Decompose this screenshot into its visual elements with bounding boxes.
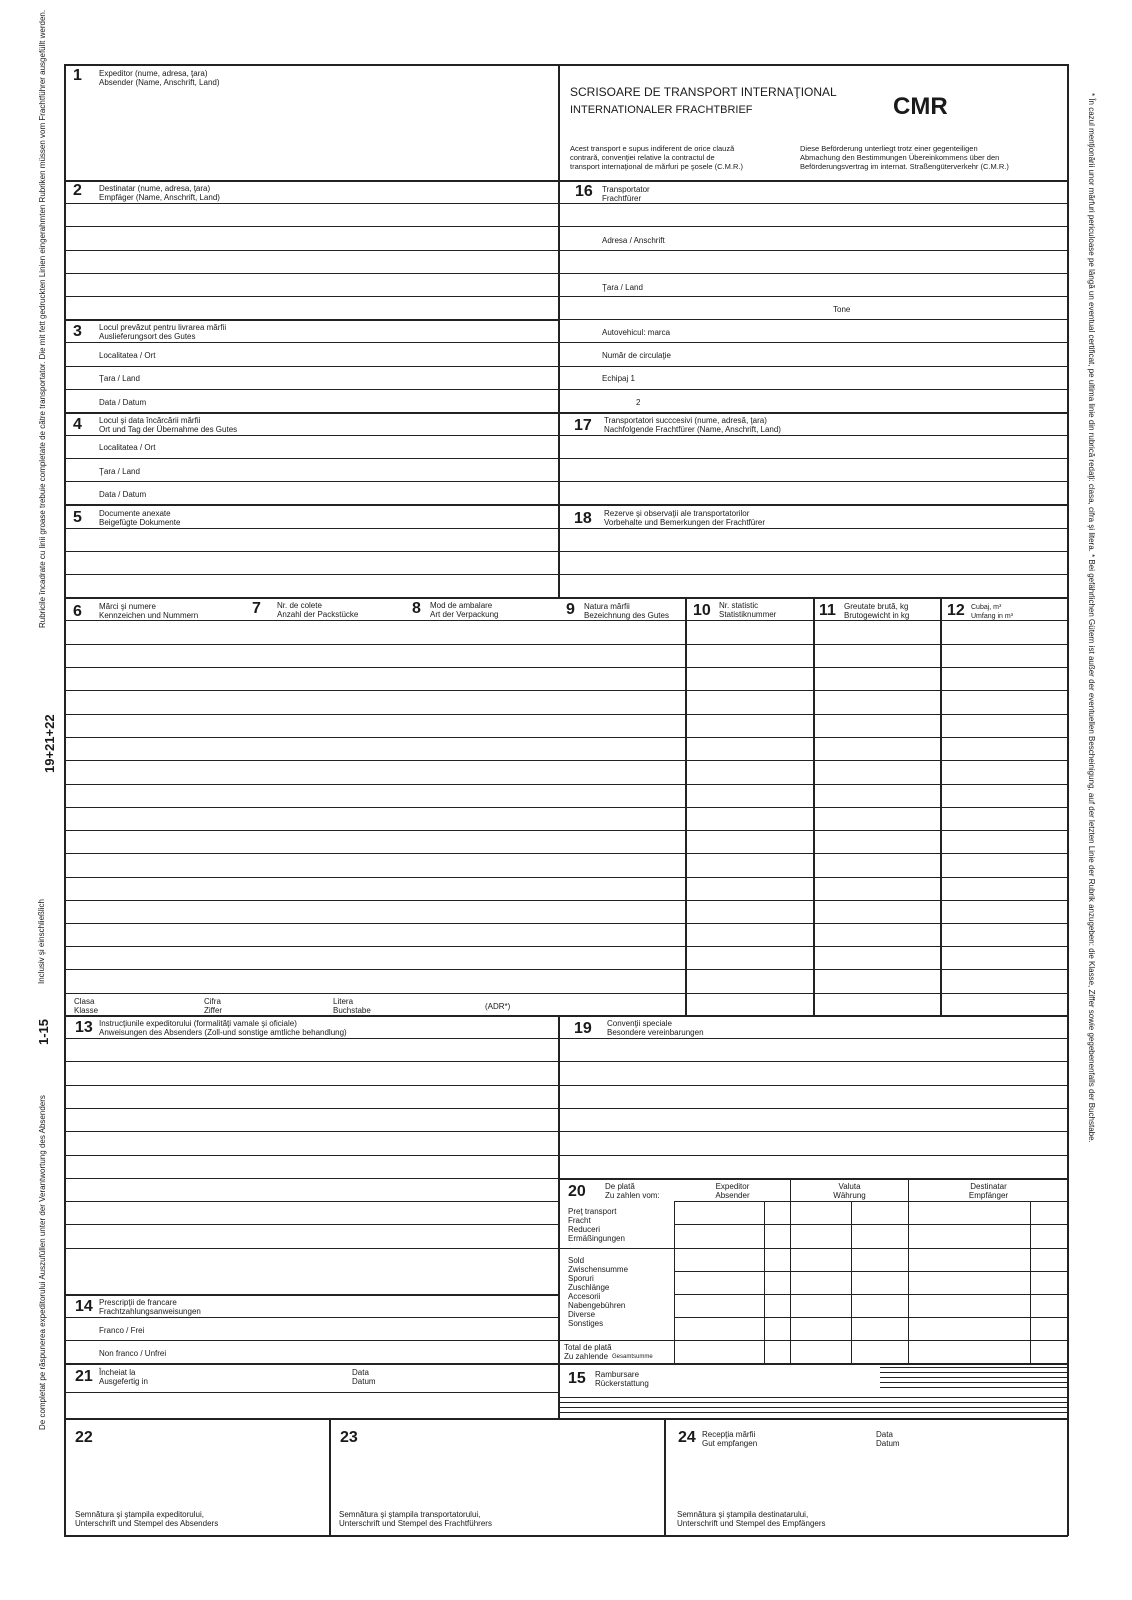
line-r xyxy=(558,528,1068,529)
b15-hatch xyxy=(880,1382,1068,1383)
goods-row-line xyxy=(64,807,1068,808)
box-15-label: Rambursare Rückerstattung xyxy=(595,1370,649,1388)
box-24-signature-label: Semnătura şi ştampila destinatarului, Unterschrift und Stempel des Empfängers xyxy=(677,1510,826,1528)
line-l xyxy=(64,296,560,297)
line-l xyxy=(64,574,560,575)
goods-row-line xyxy=(64,690,1068,691)
line-13 xyxy=(64,1248,560,1249)
sep-2-3 xyxy=(64,319,560,321)
line-l xyxy=(64,226,560,227)
box-23-number: 23 xyxy=(340,1429,358,1446)
sig-col-24 xyxy=(664,1418,666,1536)
box-4-label: Locul şi data încărcării mărfii Ort und Tag der Übernahme des Gutes xyxy=(99,416,238,434)
b20-label-col xyxy=(674,1201,675,1363)
box-3-number: 3 xyxy=(73,323,82,340)
line-r xyxy=(558,319,1068,320)
line-l xyxy=(64,458,560,459)
sep-header-16 xyxy=(558,180,1068,182)
goods-row-line xyxy=(64,830,1068,831)
goods-adr-label: (ADR*) xyxy=(485,1002,511,1011)
box-23-signature-label: Semnătura şi ştampila transportatorului, Unterschrift und Stempel des Frachtführers xyxy=(339,1510,492,1528)
margin-left-sender-note: De completat pe răspunerea expeditorului Auszufüllen unter der Verantwortung des Absenders xyxy=(38,1095,47,1430)
b20-header-bottom xyxy=(674,1201,1068,1202)
line-r xyxy=(558,574,1068,575)
box-10-label: Nr. statistic Statistiknummer xyxy=(719,601,777,619)
b15-hatch xyxy=(558,1397,1068,1398)
b15-hatch xyxy=(880,1367,1068,1368)
box-14-label: Prescripţii de francare Frachtzahlungsanweisungen xyxy=(99,1298,201,1316)
line-13 xyxy=(64,1155,1068,1156)
box-3-locality-label: Localitatea / Ort xyxy=(99,351,156,360)
box-20-total-small: Gesamtsumme xyxy=(612,1354,653,1360)
box-22-signature-label: Semnătura şi ştampila expeditorului, Unterschrift und Stempel des Absenders xyxy=(75,1510,219,1528)
b15-hatch xyxy=(558,1407,1068,1408)
line-l xyxy=(64,435,560,436)
box-16-tone-label: Tone xyxy=(833,305,851,314)
box-3-country-label: Ţara / Land xyxy=(99,374,140,383)
box-21-label: Încheiat la Ausgefertig in xyxy=(99,1368,148,1386)
box-17-number: 17 xyxy=(574,417,592,434)
box-16-address-label: Adresa / Anschrift xyxy=(602,236,665,245)
line-r xyxy=(558,273,1068,274)
goods-row-line xyxy=(64,760,1068,761)
box-5-number: 5 xyxy=(73,509,82,526)
line-l xyxy=(64,481,560,482)
line-r xyxy=(558,342,1068,343)
box-2-label: Destinatar (nume, adresa, ţara) Empfäger (Name, Anschrift, Land) xyxy=(99,184,220,202)
box-4-locality-label: Localitatea / Ort xyxy=(99,443,156,452)
box-12-label: Cubaj, m³ Umfang in m³ xyxy=(971,604,1014,620)
box-8-label: Mod de ambalare Art der Verpackung xyxy=(430,601,499,619)
box-9-label: Natura mărfii Bezeichnung des Gutes xyxy=(584,602,669,620)
b20-row xyxy=(674,1294,1068,1295)
box-6-number: 6 xyxy=(73,603,82,620)
line-13 xyxy=(64,1224,560,1225)
box-16-crew-1-label: Echipaj 1 xyxy=(602,374,635,383)
box-9-number: 9 xyxy=(566,601,575,618)
goods-row-line xyxy=(64,644,1068,645)
box-16-vehicle-label: Autovehicul: marca xyxy=(602,328,671,337)
line-13 xyxy=(64,1085,1068,1086)
goods-row-line xyxy=(64,667,1068,668)
b20-row xyxy=(558,1248,1068,1249)
box-14-franco-label: Franco / Frei xyxy=(99,1326,145,1335)
goods-col-12 xyxy=(940,597,942,1015)
line-l xyxy=(64,342,560,343)
b20-col-currency xyxy=(908,1178,909,1363)
b20-row xyxy=(674,1317,1068,1318)
box-19-label: Convenţii speciale Besondere vereinbarungen xyxy=(607,1019,704,1037)
box-14-non-franco-label: Non franco / Unfrei xyxy=(99,1349,167,1358)
line-13 xyxy=(64,1108,1068,1109)
line-r xyxy=(558,296,1068,297)
goods-row-line xyxy=(64,900,1068,901)
goods-col-10 xyxy=(685,597,687,1015)
line-r xyxy=(558,435,1068,436)
goods-row-line xyxy=(64,923,1068,924)
line-l xyxy=(64,250,560,251)
b15-hatch xyxy=(880,1387,1068,1388)
box-4-number: 4 xyxy=(73,416,82,433)
b20-row xyxy=(674,1224,1068,1225)
box-19-number: 19 xyxy=(574,1020,592,1037)
line-r xyxy=(558,366,1068,367)
goods-row-line xyxy=(64,946,1068,947)
box-3-date-label: Data / Datum xyxy=(99,398,147,407)
margin-left-range-b: 1-15 xyxy=(36,1018,51,1045)
sep-3-4 xyxy=(64,412,560,414)
box-20-total-label: Total de plată xyxy=(564,1343,612,1352)
box-10-number: 10 xyxy=(693,602,711,619)
box-18-number: 18 xyxy=(574,510,592,527)
header-title-de: INTERNATIONALER FRACHTBRIEF xyxy=(570,104,753,116)
box-24-number: 24 xyxy=(678,1429,696,1446)
box-22-number: 22 xyxy=(75,1429,93,1446)
box-20-label: De plată Zu zahlen vom: xyxy=(605,1182,660,1200)
box-15-number: 15 xyxy=(568,1370,586,1387)
margin-left-range-a: 19+21+22 xyxy=(42,714,57,773)
box-16-label: Transportator Frachtfürer xyxy=(602,185,650,203)
box-16-number: 16 xyxy=(575,183,593,200)
goods-col-11 xyxy=(813,597,815,1015)
sep-goods-top xyxy=(64,597,1068,599)
box-3-label: Locul prevăzut pentru livrarea mărfii Auslieferungsort des Gutes xyxy=(99,323,227,341)
box-2-number: 2 xyxy=(73,182,82,199)
sep-goods-bottom xyxy=(64,1015,1068,1017)
b15-hatch xyxy=(558,1402,1068,1403)
box-18-label: Rezerve şi observaţii ale transportatorilor Vorbehalte und Bemerkungen der Frachtfürer xyxy=(604,509,765,527)
goods-header-bottom xyxy=(64,620,1068,621)
goods-row-line xyxy=(64,784,1068,785)
margin-left-carrier-note: Rubricile încadrate cu linii groase trebuie completate de către transportator. Die mit fett gedruckten Linien eingerahmten Rubriken müssen vom Frachtführer ausgefüllt werden. xyxy=(38,9,47,628)
b20-col-sub1 xyxy=(764,1201,765,1363)
line-13 xyxy=(64,1061,1068,1062)
box-20-sender-col: Expeditor Absender xyxy=(715,1182,750,1200)
line-l xyxy=(64,389,560,390)
box-16-registration-label: Număr de circulaţie xyxy=(602,351,671,360)
goods-class-label: Clasa Klasse xyxy=(74,997,99,1015)
line-r xyxy=(558,458,1068,459)
sep-16-17 xyxy=(558,412,1068,414)
line-14 xyxy=(64,1317,560,1318)
header-notice-ro: Acest transport e supus indiferent de orice clauză contrară, convenţiei relative la contractul de transport internaţional de mărfuri pe şosele (C.M.R.) xyxy=(570,144,743,171)
box-1-number: 1 xyxy=(73,67,82,84)
box-17-label: Transportatori succcesivi (nume, adresă, ţara) Nachfolgende Frachtfürer (Name, Anschrift, Land) xyxy=(604,416,781,434)
cmr-badge: CMR xyxy=(893,93,948,120)
line-r xyxy=(558,551,1068,552)
line-14 xyxy=(64,1340,560,1341)
line-13 xyxy=(64,1038,1068,1039)
box-20-freight-rows: Preţ transport Fracht Reduceri Ermäßingungen xyxy=(568,1207,625,1243)
b15-hatch xyxy=(558,1412,1068,1413)
box-16-crew-2-label: 2 xyxy=(636,398,641,407)
line-21 xyxy=(64,1392,560,1393)
line-l xyxy=(64,203,560,204)
b15-hatch xyxy=(880,1372,1068,1373)
goods-row-line xyxy=(64,877,1068,878)
box-4-date-label: Data / Datum xyxy=(99,490,147,499)
line-l xyxy=(64,528,560,529)
line-r xyxy=(558,226,1068,227)
line-13 xyxy=(64,1178,560,1179)
form-border-left xyxy=(64,64,66,1536)
box-13-label: Instrucţiunile expeditorului (formalităţi vamale şi oficiale) Anweisungen des Absenders (Zoll-und sonstige amtliche behandlung) xyxy=(99,1019,347,1037)
box-21-number: 21 xyxy=(75,1368,93,1385)
divider-mid-lower xyxy=(558,1015,560,1420)
box-1-label: Expeditor (nume, adresa, ţara) Absender (Name, Anschrift, Land) xyxy=(99,69,220,87)
form-border-right xyxy=(1067,64,1069,1536)
box-24-date-label: Data Datum xyxy=(876,1430,900,1448)
box-6-label: Mărci şi numere Kennzeichen und Nummern xyxy=(99,602,199,620)
box-20-surcharge-rows: Sold Zwischensumme Sporuri Zuschlänge Accesorii Nabengebühren Diverse Sonstiges xyxy=(568,1256,629,1328)
margin-right-dangerous-goods-note: * În cazul menţionării unor mărfuri periculoase pe lângă un eventual certificat, pe ultima linie din rubrică redaţi: clasa, cifra şi litera. * Bei gefährlichen Gütern ist außer der eventuellen Bescheinigung, auf der letzten Linie der Rubrik anzugeben: die Klasse, Ziffer sowie gegebenenfalls der Buchstabe. xyxy=(1087,93,1096,1143)
box-24-label: Recepţia mărfii Gut empfangen xyxy=(702,1430,758,1448)
box-20-number: 20 xyxy=(568,1183,586,1200)
margin-left-inclusive: Inclusiv şi einschließlich xyxy=(37,899,46,984)
divider-mid-upper xyxy=(558,64,560,598)
b20-col-sender xyxy=(790,1178,791,1363)
b20-col-sub3 xyxy=(1030,1201,1031,1363)
header-title-ro: SCRISOARE DE TRANSPORT INTERNAŢIONAL xyxy=(570,85,837,99)
b20-row xyxy=(674,1271,1068,1272)
sep-signatures xyxy=(64,1418,1068,1420)
box-7-label: Nr. de colete Anzahl der Packstücke xyxy=(277,601,359,619)
sep-1-2 xyxy=(64,180,560,182)
sep-13-14 xyxy=(64,1294,560,1296)
sig-col-23 xyxy=(329,1418,331,1536)
sep-19-20 xyxy=(558,1178,1068,1180)
line-r xyxy=(558,250,1068,251)
b15-hatch xyxy=(880,1377,1068,1378)
b20-row xyxy=(558,1340,1068,1341)
sep-14-21 xyxy=(64,1363,1068,1365)
goods-row-line xyxy=(64,714,1068,715)
line-l xyxy=(64,551,560,552)
box-20-total-label-de: Zu zahlende xyxy=(564,1352,609,1361)
sep-4-5 xyxy=(64,504,560,506)
box-13-number: 13 xyxy=(75,1019,93,1036)
box-7-number: 7 xyxy=(252,600,261,617)
line-l xyxy=(64,273,560,274)
box-4-country-label: Ţara / Land xyxy=(99,467,140,476)
goods-row-line xyxy=(64,853,1068,854)
box-5-label: Documente anexate Beigefügte Dokumente xyxy=(99,509,181,527)
box-20-currency-col: Valuta Währung xyxy=(833,1182,866,1200)
line-13 xyxy=(64,1201,560,1202)
header-notice-de: Diese Beförderung unterliegt trotz einer gegenteiligen Abmachung den Bestimmungen Übereinkommens über den Beförderungsvertrag im internat. Straßengüterverkehr (C.M.R.) xyxy=(800,144,1009,171)
box-14-number: 14 xyxy=(75,1298,93,1315)
box-20-receiver-col: Destinatar Empfänger xyxy=(968,1182,1009,1200)
box-12-number: 12 xyxy=(947,602,965,619)
form-border-bottom xyxy=(64,1535,1068,1537)
line-l xyxy=(64,366,560,367)
goods-row-line xyxy=(64,969,1068,970)
box-11-number: 11 xyxy=(819,602,836,619)
goods-letter-label: Litera Buchstabe xyxy=(333,997,371,1015)
line-13 xyxy=(64,1131,1068,1132)
form-border-top xyxy=(64,64,1068,66)
box-21-date-label: Data Datum xyxy=(352,1368,376,1386)
sep-17-18 xyxy=(558,504,1068,506)
box-8-number: 8 xyxy=(412,600,421,617)
box-11-label: Greutate brută, kg Brutogewicht in kg xyxy=(844,602,910,620)
goods-row-line xyxy=(64,993,1068,994)
line-r xyxy=(558,203,1068,204)
line-r xyxy=(558,481,1068,482)
line-r xyxy=(558,389,1068,390)
goods-figure-label: Cifra Ziffer xyxy=(204,997,223,1015)
b20-col-sub2 xyxy=(851,1201,852,1363)
goods-row-line xyxy=(64,737,1068,738)
box-16-country-label: Ţara / Land xyxy=(602,283,643,292)
